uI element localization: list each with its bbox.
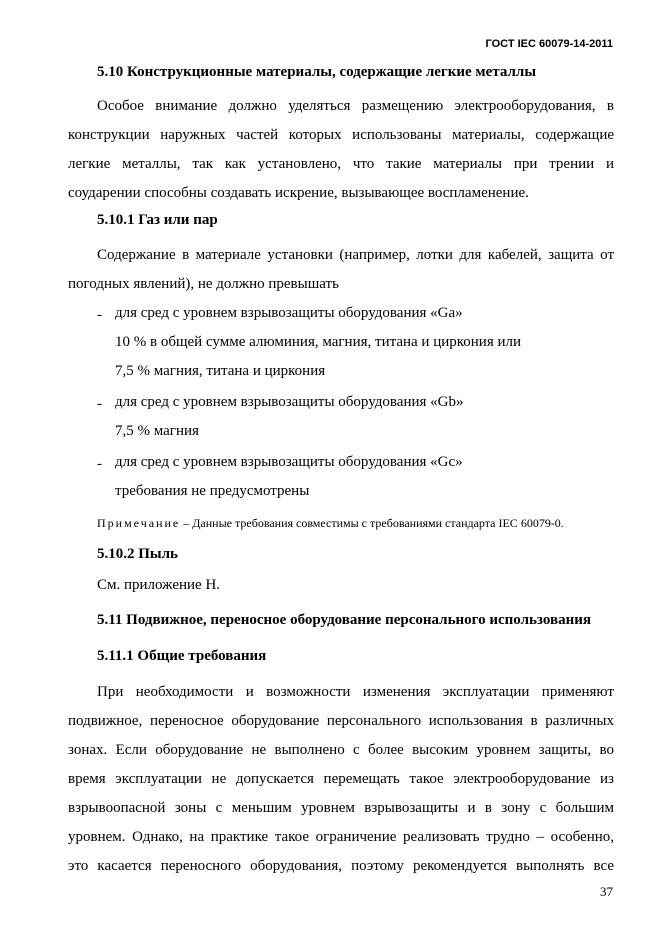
list-item-gb: для сред с уровнем взрывозащиты оборудования «Gb»	[115, 394, 464, 410]
list-dash: -	[97, 456, 102, 472]
section-5-11-1-line-7: это касается переносного оборудования, поэтому рекомендуется выполнять все	[68, 858, 614, 874]
list-item-gb-detail: 7,5 % магния	[115, 423, 199, 439]
section-5-10-1-line-1: Содержание в материале установки (например, лотки для кабелей, защита от	[97, 247, 614, 263]
section-5-10-line-1: Особое внимание должно уделяться размещению электрооборудования, в	[97, 98, 614, 114]
section-5-11-1-line-4: время эксплуатации не допускается перемещать такое электрооборудование из	[68, 771, 614, 787]
section-5-10-line-2: конструкции наружных частей которых использованы материалы, содержащие	[68, 127, 614, 143]
document-header: ГОСТ IEC 60079-14-2011	[485, 38, 613, 50]
list-item-ga: для сред с уровнем взрывозащиты оборудования «Ga»	[115, 305, 463, 321]
list-item-ga-detail-2: 7,5 % магния, титана и циркония	[115, 363, 326, 379]
list-dash: -	[97, 307, 102, 323]
section-5-10-line-4: соударении способны создавать искрение, вызывающее воспламенение.	[68, 185, 529, 201]
section-5-11-1-line-6: уровнем. Однако, на практике такое ограничение реализовать трудно – особенно,	[68, 829, 614, 845]
section-5-10-line-3: легкие металлы, так как установлено, что такие материалы при трении и	[68, 156, 614, 172]
section-5-11-1-title: 5.11.1 Общие требования	[97, 648, 267, 664]
section-5-11-1-line-3: зонах. Если оборудование не выполнено с более высоким уровнем защиты, во	[68, 742, 614, 758]
note-label: Примечание	[97, 516, 181, 530]
page-number: 37	[600, 884, 613, 899]
section-5-10-2-text: См. приложение Н.	[97, 577, 221, 593]
section-5-10-2-title: 5.10.2 Пыль	[97, 546, 178, 562]
section-5-10-title: 5.10 Конструкционные материалы, содержащие легкие металлы	[97, 64, 537, 80]
section-5-11-title: 5.11 Подвижное, переносное оборудование персонального использования	[97, 612, 591, 628]
section-5-11-1-line-1: При необходимости и возможности изменения эксплуатации применяют	[97, 684, 614, 700]
list-item-ga-detail-1: 10 % в общей сумме алюминия, магния, титана и циркония или	[115, 334, 522, 350]
note	[97, 516, 564, 531]
section-5-11-1-line-2: подвижное, переносное оборудование персонального использования в различных	[68, 713, 614, 729]
list-dash: -	[97, 396, 102, 412]
list-item-gc-detail: требования не предусмотрены	[115, 483, 310, 499]
section-5-10-1-title: 5.10.1 Газ или пар	[97, 212, 218, 228]
list-item-gc: для сред с уровнем взрывозащиты оборудования «Gc»	[115, 454, 463, 470]
note-text: – Данные требования совместимы с требованиями стандарта IEC 60079-0.	[180, 516, 564, 530]
section-5-11-1-line-5: взрывоопасной зоны с меньшим уровнем взрывозащиты и в зону с большим	[68, 800, 614, 816]
section-5-10-1-line-2: погодных явлений), не должно превышать	[68, 276, 339, 292]
